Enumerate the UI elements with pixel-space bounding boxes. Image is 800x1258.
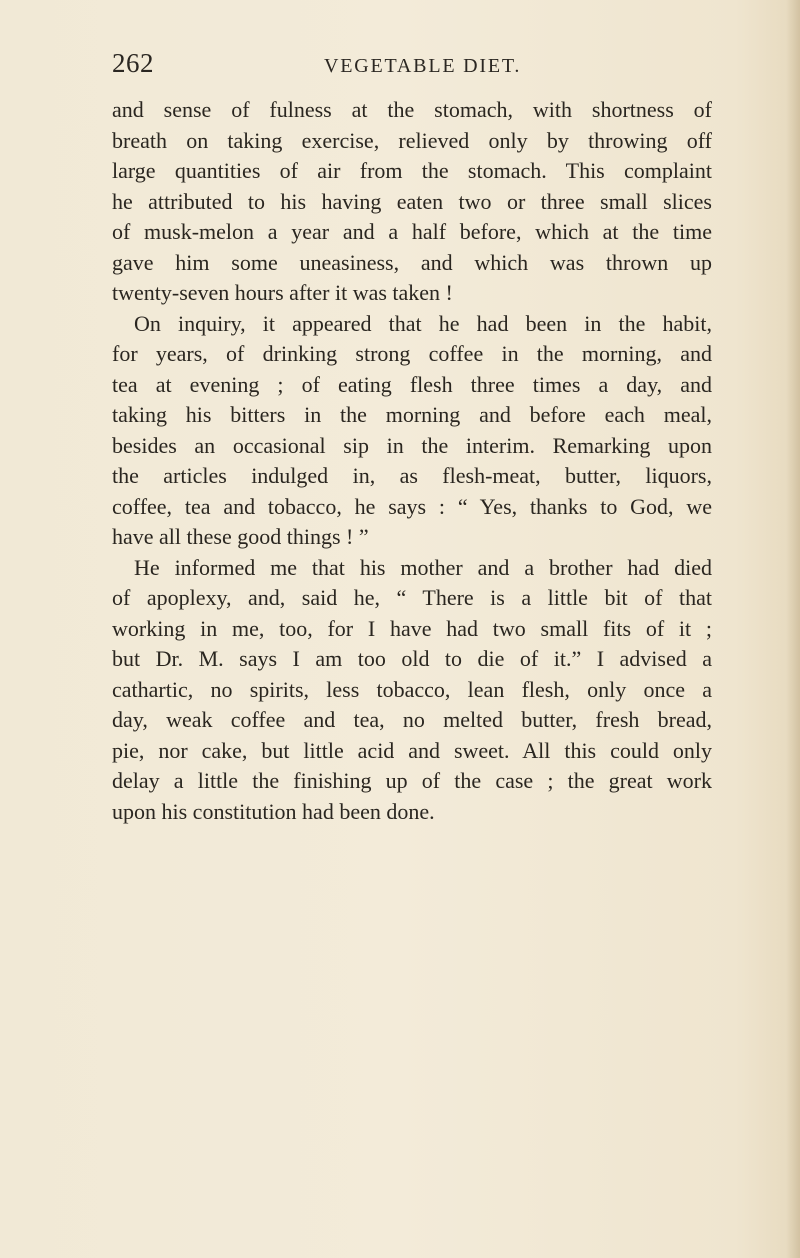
body-text <box>112 95 712 827</box>
text-line: but Dr. M. says I am too old to die of it.” I advised a <box>112 646 712 671</box>
text-line: day, weak coffee and tea, no melted butter, fresh bread, <box>112 707 712 732</box>
text-line: taking his bitters in the morning and before each meal, <box>112 402 712 427</box>
running-head: VEGETABLE DIET. <box>324 55 522 77</box>
text-line: working in me, too, for I have had two small fits of it ; <box>112 615 712 641</box>
text-line: the articles indulged in, as flesh-meat, butter, liquors, <box>112 463 712 488</box>
text-line: twenty-seven hours after it was taken ! <box>112 280 453 305</box>
text-line: large quantities of air from the stomach. This complaint <box>112 158 712 183</box>
page-header <box>112 48 692 84</box>
text-line: pie, nor cake, but little acid and sweet. All this could only <box>112 737 712 763</box>
page-edge-shadow <box>786 0 800 1258</box>
text-line: upon his constitution had been done. <box>112 798 435 824</box>
text-line: cathartic, no spirits, less tobacco, lean flesh, only once a <box>112 676 712 702</box>
text-line: of apoplexy, and, said he, “ There is a little bit of that <box>112 585 712 610</box>
text-line: He informed me that his mother and a brother had died <box>134 554 712 580</box>
text-line: delay a little the finishing up of the case ; the great work <box>112 768 712 793</box>
text-line: besides an occasional sip in the interim. Remarking upon <box>112 432 712 458</box>
text-line: he attributed to his having eaten two or three small slices <box>112 188 712 214</box>
text-line: breath on taking exercise, relieved only by throwing off <box>112 127 712 153</box>
text-line: coffee, tea and tobacco, he says : “ Yes, thanks to God, we <box>112 493 712 519</box>
text-line: gave him some uneasiness, and which was thrown up <box>112 249 712 275</box>
text-line: of musk-melon a year and a half before, which at the time <box>112 219 712 244</box>
text-line: and sense of fulness at the stomach, with shortness of <box>112 97 712 122</box>
text-line: tea at evening ; of eating flesh three times a day, and <box>112 371 712 397</box>
text-line: for years, of drinking strong coffee in the morning, and <box>112 341 712 366</box>
page-number: 262 <box>112 48 154 78</box>
text-line: On inquiry, it appeared that he had been in the habit, <box>134 310 712 336</box>
text-line: have all these good things ! ” <box>112 524 369 549</box>
